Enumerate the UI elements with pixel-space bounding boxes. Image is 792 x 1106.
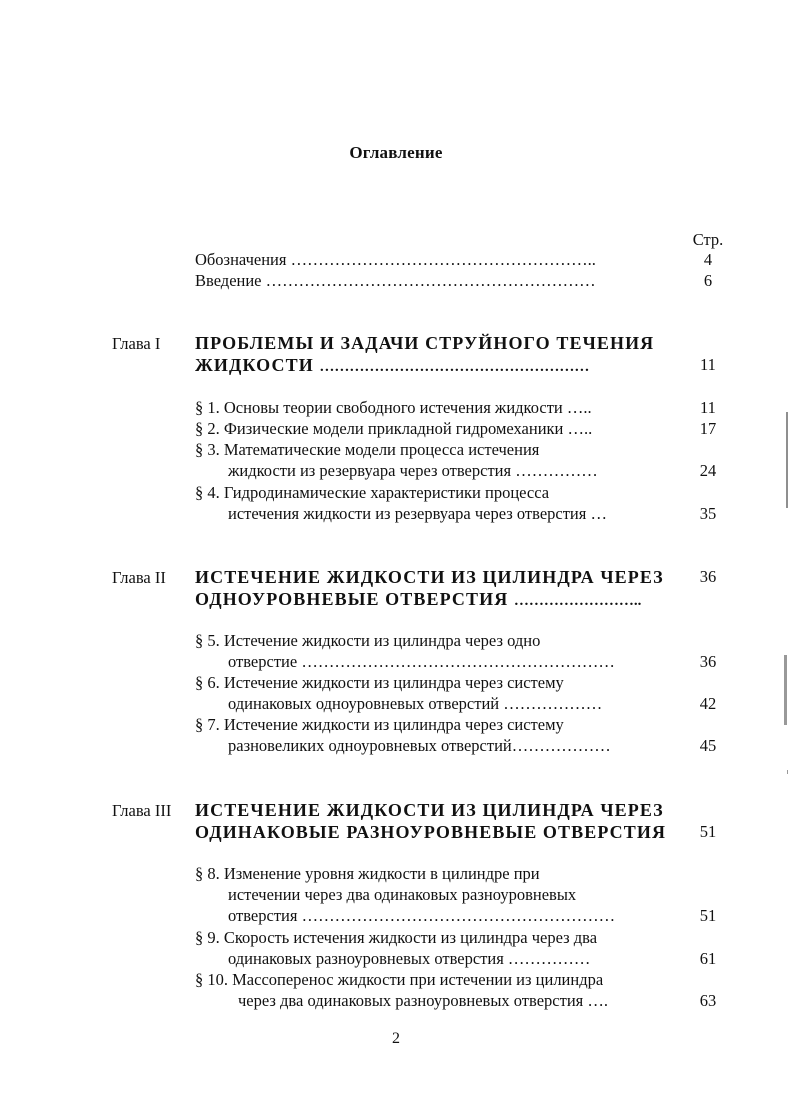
toc-page-number: 17 <box>699 419 717 438</box>
toc-section-continuation: разновеликих одноуровневых отверстий……………… <box>228 736 611 755</box>
toc-section: § 8. Изменение уровня жидкости в цилиндре при <box>195 864 540 883</box>
chapter-title-line: ОДИНАКОВЫЕ РАЗНОУРОВНЕВЫЕ ОТВЕРСТИЯ <box>195 822 667 842</box>
scan-edge-mark <box>786 412 788 508</box>
toc-section: § 6. Истечение жидкости из цилиндра через систему <box>195 673 564 692</box>
toc-page-number: 35 <box>699 504 717 523</box>
toc-section-continuation: истечении через два одинаковых разноуровневых <box>228 885 577 904</box>
toc-page-number: 45 <box>699 736 717 755</box>
toc-section-continuation: истечения жидкости из резервуара через отверстия … <box>228 504 607 523</box>
toc-section: § 3. Математические модели процесса истечения <box>195 440 540 459</box>
chapter-title-line: ЖИДКОСТИ ……………………………………………… <box>195 355 590 375</box>
page-column-header: Стр. <box>692 230 724 249</box>
toc-page-number: 63 <box>699 991 717 1010</box>
toc-section-continuation: жидкости из резервуара через отверстия …………… <box>228 461 598 480</box>
toc-section-continuation: отверстия ………………………………………………… <box>228 906 616 925</box>
page-title: Оглавление <box>349 143 443 162</box>
toc-page-number: 61 <box>699 949 717 968</box>
toc-section-continuation: одинаковых одноуровневых отверстий ……………… <box>228 694 603 713</box>
toc-section: § 2. Физические модели прикладной гидромеханики ….. <box>195 419 593 438</box>
chapter-title-line: ПРОБЛЕМЫ И ЗАДАЧИ СТРУЙНОГО ТЕЧЕНИЯ <box>195 333 655 353</box>
page-footer-number: 2 <box>392 1030 400 1047</box>
scan-edge-mark <box>787 770 788 774</box>
toc-page-number: 11 <box>700 398 716 417</box>
chapter-label: Глава I <box>112 334 161 353</box>
toc-page-number: 4 <box>703 250 713 269</box>
chapter-title-line: ИСТЕЧЕНИЕ ЖИДКОСТИ ИЗ ЦИЛИНДРА ЧЕРЕЗ <box>195 567 664 587</box>
toc-page-number: 6 <box>703 271 713 290</box>
chapter-label: Глава II <box>112 568 166 587</box>
toc-page-number: 36 <box>699 652 717 671</box>
toc-section: § 4. Гидродинамические характеристики процесса <box>195 483 550 502</box>
toc-section-continuation: через два одинаковых разноуровневых отверстия …. <box>238 991 608 1010</box>
toc-section: § 7. Истечение жидкости из цилиндра через систему <box>195 715 564 734</box>
toc-page-number: 42 <box>699 694 717 713</box>
scan-edge-mark <box>784 655 787 725</box>
toc-page-number: 36 <box>699 567 717 586</box>
toc-page-number: 51 <box>699 906 717 925</box>
chapter-title-line: ИСТЕЧЕНИЕ ЖИДКОСТИ ИЗ ЦИЛИНДРА ЧЕРЕЗ <box>195 800 664 820</box>
chapter-title-line: ОДНОУРОВНЕВЫЕ ОТВЕРСТИЯ …………………….. <box>195 589 642 609</box>
toc-section: § 5. Истечение жидкости из цилиндра через одно <box>195 631 541 650</box>
toc-section: § 1. Основы теории свободного истечения жидкости ….. <box>195 398 592 417</box>
toc-section-continuation: одинаковых разноуровневых отверстия …………… <box>228 949 591 968</box>
toc-section-continuation: отверстие ………………………………………………… <box>228 652 615 671</box>
toc-entry-designations: Обозначения ……………………………………………….. <box>195 250 596 269</box>
toc-section: § 10. Массоперенос жидкости при истечении из цилиндра <box>195 970 604 989</box>
toc-page-number: 24 <box>699 461 717 480</box>
toc-section: § 9. Скорость истечения жидкости из цилиндра через два <box>195 928 598 947</box>
toc-page-number: 11 <box>700 355 716 374</box>
chapter-label: Глава III <box>112 801 172 820</box>
toc-entry-introduction: Введение …………………………………………………… <box>195 271 596 290</box>
toc-page-number: 51 <box>699 822 717 841</box>
